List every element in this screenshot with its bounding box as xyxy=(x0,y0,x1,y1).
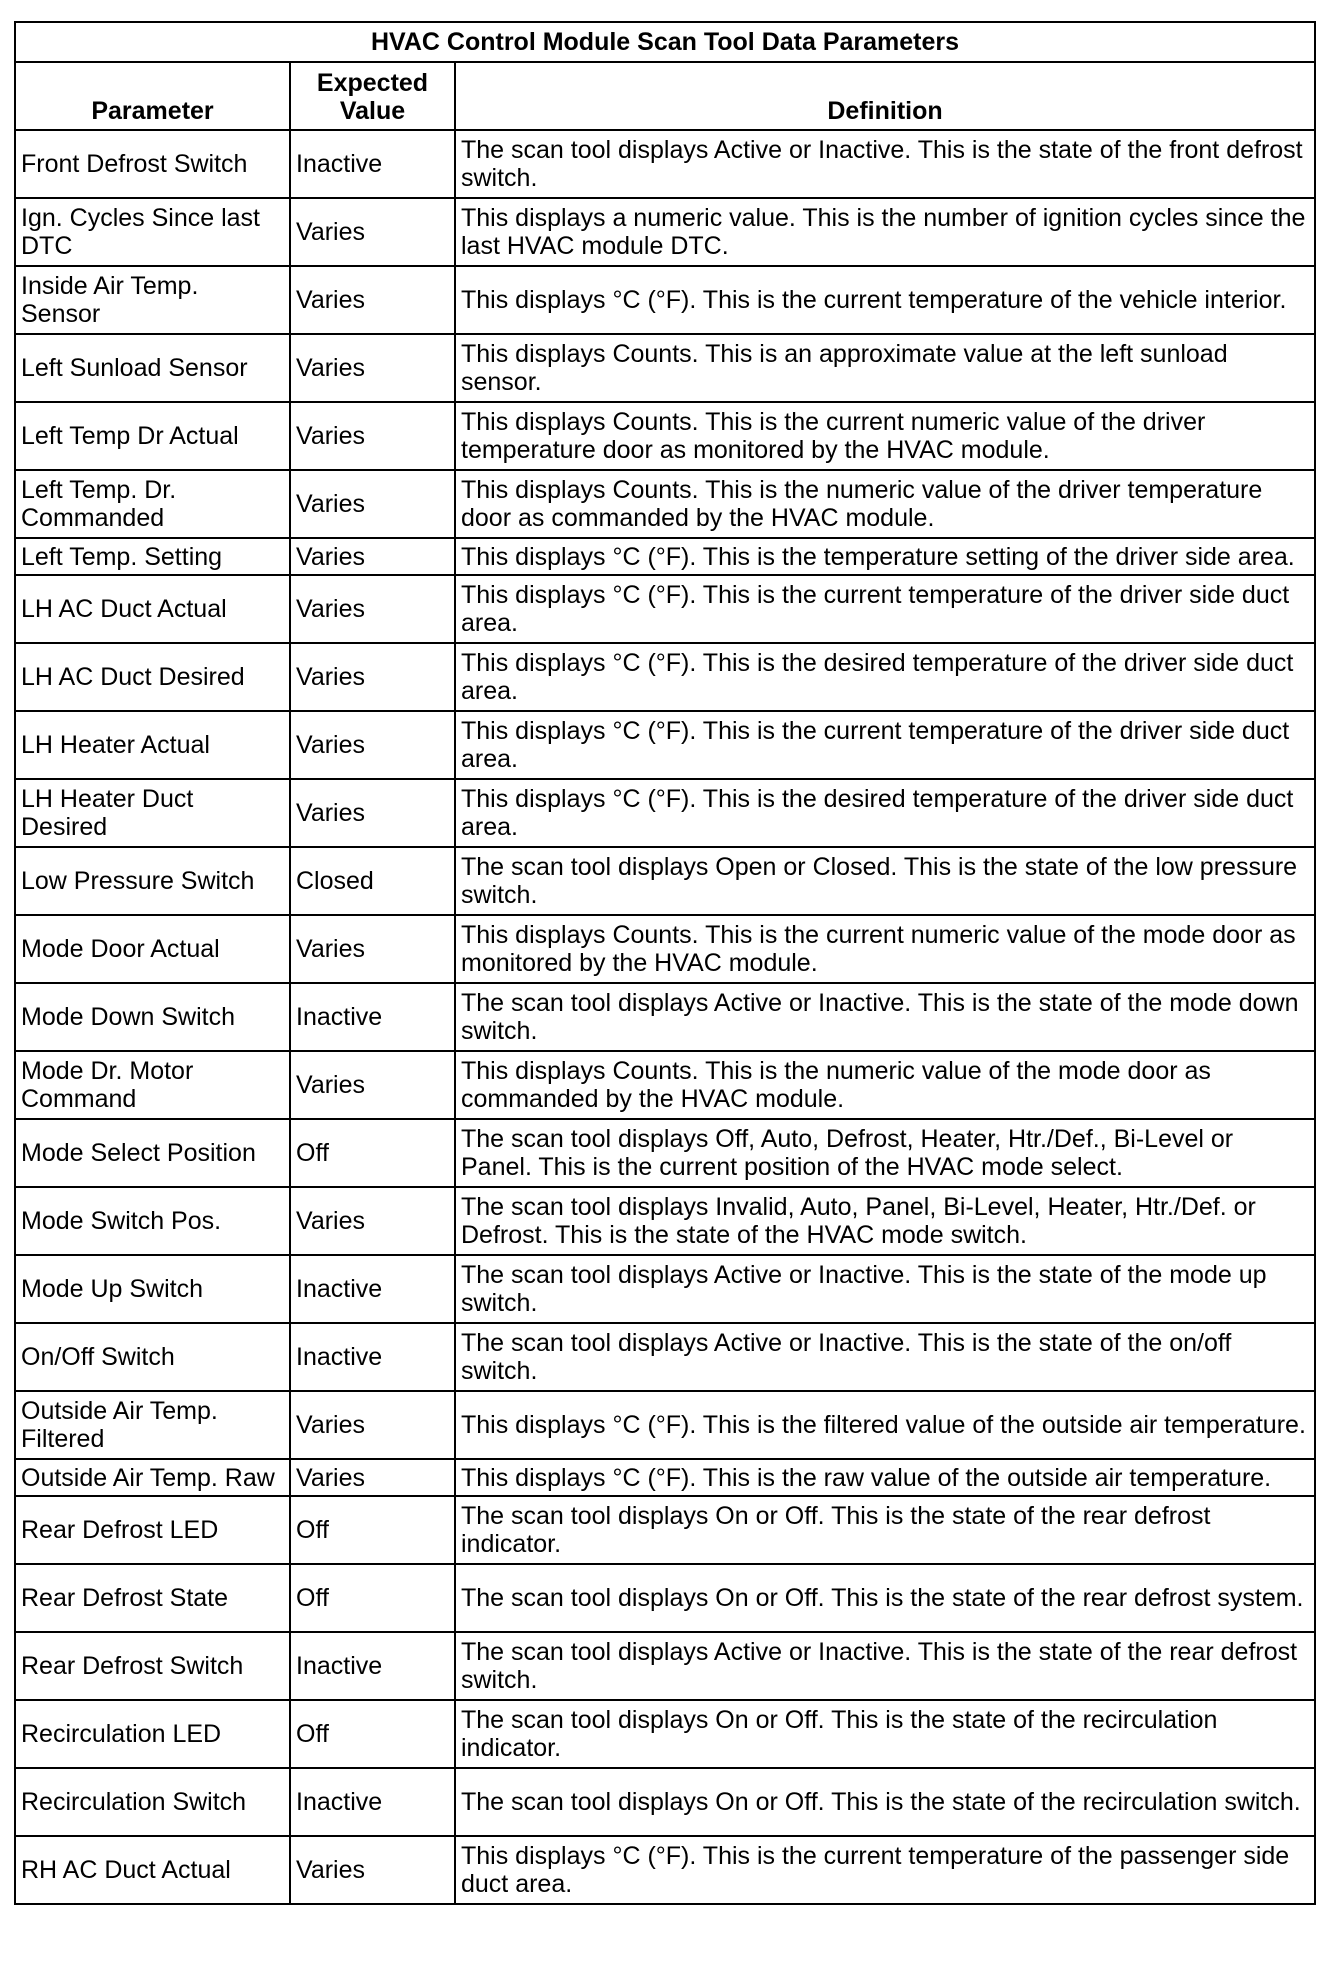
parameter-cell: Mode Door Actual xyxy=(15,915,290,983)
table-row xyxy=(15,643,1315,711)
table-row xyxy=(15,1051,1315,1119)
parameter-cell: Front Defrost Switch xyxy=(15,130,290,198)
expected-value-cell: Off xyxy=(290,1564,455,1632)
table-row xyxy=(15,1632,1315,1700)
table-row xyxy=(15,711,1315,779)
table-row xyxy=(15,1391,1315,1459)
expected-value-cell: Inactive xyxy=(290,130,455,198)
parameter-cell: Outside Air Temp. Filtered xyxy=(15,1391,290,1459)
definition-cell: The scan tool displays Active or Inactive. This is the state of the rear defrost switch. xyxy=(455,1632,1315,1700)
header-expected-value: Expected Value xyxy=(290,62,455,130)
table-title: HVAC Control Module Scan Tool Data Parameters xyxy=(15,22,1315,62)
expected-value-cell: Inactive xyxy=(290,983,455,1051)
table-row xyxy=(15,334,1315,402)
definition-cell: This displays °C (°F). This is the filtered value of the outside air temperature. xyxy=(455,1391,1315,1459)
expected-value-cell: Off xyxy=(290,1119,455,1187)
definition-cell: This displays °C (°F). This is the current temperature of the driver side duct area. xyxy=(455,575,1315,643)
definition-cell: This displays °C (°F). This is the temperature setting of the driver side area. xyxy=(455,538,1315,575)
parameter-cell: Inside Air Temp. Sensor xyxy=(15,266,290,334)
expected-value-cell: Varies xyxy=(290,538,455,575)
expected-value-cell: Varies xyxy=(290,1836,455,1904)
definition-cell: This displays °C (°F). This is the current temperature of the passenger side duct area. xyxy=(455,1836,1315,1904)
definition-cell: The scan tool displays Open or Closed. This is the state of the low pressure switch. xyxy=(455,847,1315,915)
expected-value-cell: Inactive xyxy=(290,1632,455,1700)
parameter-cell: Left Temp. Dr. Commanded xyxy=(15,470,290,538)
expected-value-cell: Varies xyxy=(290,575,455,643)
table-row xyxy=(15,1187,1315,1255)
table-row xyxy=(15,1323,1315,1391)
definition-cell: The scan tool displays On or Off. This is the state of the recirculation indicator. xyxy=(455,1700,1315,1768)
table-body xyxy=(15,130,1315,1904)
definition-cell: The scan tool displays Active or Inactive. This is the state of the front defrost switch. xyxy=(455,130,1315,198)
expected-value-cell: Varies xyxy=(290,1391,455,1459)
table-row xyxy=(15,1564,1315,1632)
parameter-cell: Mode Up Switch xyxy=(15,1255,290,1323)
expected-value-cell: Varies xyxy=(290,198,455,266)
parameter-cell: On/Off Switch xyxy=(15,1323,290,1391)
parameter-cell: Rear Defrost LED xyxy=(15,1496,290,1564)
parameter-cell: Mode Dr. Motor Command xyxy=(15,1051,290,1119)
definition-cell: This displays Counts. This is the current numeric value of the driver temperature door as monitored by the HVAC module. xyxy=(455,402,1315,470)
header-row xyxy=(15,62,1315,130)
table-row xyxy=(15,402,1315,470)
definition-cell: This displays a numeric value. This is the number of ignition cycles since the last HVAC module DTC. xyxy=(455,198,1315,266)
table-row xyxy=(15,847,1315,915)
table-row xyxy=(15,575,1315,643)
table-row xyxy=(15,470,1315,538)
title-row xyxy=(15,22,1315,62)
parameter-cell: Left Sunload Sensor xyxy=(15,334,290,402)
parameter-cell: Left Temp. Setting xyxy=(15,538,290,575)
definition-cell: This displays °C (°F). This is the desired temperature of the driver side duct area. xyxy=(455,779,1315,847)
expected-value-cell: Varies xyxy=(290,643,455,711)
header-definition: Definition xyxy=(455,62,1315,130)
parameter-cell: Mode Switch Pos. xyxy=(15,1187,290,1255)
parameters-table xyxy=(14,21,1316,1905)
definition-cell: The scan tool displays Active or Inactive. This is the state of the on/off switch. xyxy=(455,1323,1315,1391)
expected-value-cell: Varies xyxy=(290,402,455,470)
expected-value-cell: Varies xyxy=(290,1051,455,1119)
expected-value-cell: Inactive xyxy=(290,1255,455,1323)
definition-cell: The scan tool displays Active or Inactive. This is the state of the mode up switch. xyxy=(455,1255,1315,1323)
definition-cell: The scan tool displays Active or Inactive. This is the state of the mode down switch. xyxy=(455,983,1315,1051)
expected-value-cell: Varies xyxy=(290,915,455,983)
table-row xyxy=(15,779,1315,847)
table-row xyxy=(15,1119,1315,1187)
definition-cell: This displays °C (°F). This is the raw value of the outside air temperature. xyxy=(455,1459,1315,1496)
table-row xyxy=(15,198,1315,266)
table-row xyxy=(15,1700,1315,1768)
expected-value-cell: Varies xyxy=(290,266,455,334)
expected-value-cell: Off xyxy=(290,1496,455,1564)
expected-value-cell: Varies xyxy=(290,470,455,538)
definition-cell: This displays °C (°F). This is the current temperature of the vehicle interior. xyxy=(455,266,1315,334)
table-row xyxy=(15,538,1315,575)
definition-cell: The scan tool displays Invalid, Auto, Panel, Bi-Level, Heater, Htr./Def. or Defrost. This is the state of the HVAC mode switch. xyxy=(455,1187,1315,1255)
parameter-cell: LH Heater Actual xyxy=(15,711,290,779)
table-row xyxy=(15,983,1315,1051)
expected-value-cell: Varies xyxy=(290,711,455,779)
header-parameter: Parameter xyxy=(15,62,290,130)
definition-cell: This displays Counts. This is the numeric value of the mode door as commanded by the HVAC module. xyxy=(455,1051,1315,1119)
parameter-cell: Mode Select Position xyxy=(15,1119,290,1187)
table-row xyxy=(15,1768,1315,1836)
parameter-cell: Low Pressure Switch xyxy=(15,847,290,915)
definition-cell: This displays Counts. This is an approximate value at the left sunload sensor. xyxy=(455,334,1315,402)
expected-value-cell: Off xyxy=(290,1700,455,1768)
parameter-cell: RH AC Duct Actual xyxy=(15,1836,290,1904)
parameter-cell: LH AC Duct Actual xyxy=(15,575,290,643)
parameter-cell: Recirculation LED xyxy=(15,1700,290,1768)
table-row xyxy=(15,1255,1315,1323)
definition-cell: The scan tool displays On or Off. This is the state of the rear defrost indicator. xyxy=(455,1496,1315,1564)
expected-value-cell: Varies xyxy=(290,779,455,847)
parameter-cell: LH Heater Duct Desired xyxy=(15,779,290,847)
expected-value-cell: Varies xyxy=(290,334,455,402)
expected-value-cell: Varies xyxy=(290,1459,455,1496)
expected-value-cell: Inactive xyxy=(290,1323,455,1391)
table-row xyxy=(15,915,1315,983)
definition-cell: The scan tool displays On or Off. This is the state of the rear defrost system. xyxy=(455,1564,1315,1632)
expected-value-cell: Inactive xyxy=(290,1768,455,1836)
parameter-cell: LH AC Duct Desired xyxy=(15,643,290,711)
parameter-cell: Outside Air Temp. Raw xyxy=(15,1459,290,1496)
expected-value-cell: Closed xyxy=(290,847,455,915)
parameter-cell: Mode Down Switch xyxy=(15,983,290,1051)
definition-cell: This displays °C (°F). This is the current temperature of the driver side duct area. xyxy=(455,711,1315,779)
table-row xyxy=(15,1496,1315,1564)
table-row xyxy=(15,1459,1315,1496)
table-row xyxy=(15,1836,1315,1904)
definition-cell: The scan tool displays Off, Auto, Defrost, Heater, Htr./Def., Bi-Level or Panel. This is the current position of the HVAC mode select. xyxy=(455,1119,1315,1187)
definition-cell: The scan tool displays On or Off. This is the state of the recirculation switch. xyxy=(455,1768,1315,1836)
parameter-cell: Rear Defrost Switch xyxy=(15,1632,290,1700)
parameter-cell: Ign. Cycles Since last DTC xyxy=(15,198,290,266)
definition-cell: This displays °C (°F). This is the desired temperature of the driver side duct area. xyxy=(455,643,1315,711)
parameter-cell: Recirculation Switch xyxy=(15,1768,290,1836)
parameter-cell: Rear Defrost State xyxy=(15,1564,290,1632)
table-row xyxy=(15,266,1315,334)
expected-value-cell: Varies xyxy=(290,1187,455,1255)
table-row xyxy=(15,130,1315,198)
definition-cell: This displays Counts. This is the current numeric value of the mode door as monitored by the HVAC module. xyxy=(455,915,1315,983)
definition-cell: This displays Counts. This is the numeric value of the driver temperature door as commanded by the HVAC module. xyxy=(455,470,1315,538)
parameter-cell: Left Temp Dr Actual xyxy=(15,402,290,470)
